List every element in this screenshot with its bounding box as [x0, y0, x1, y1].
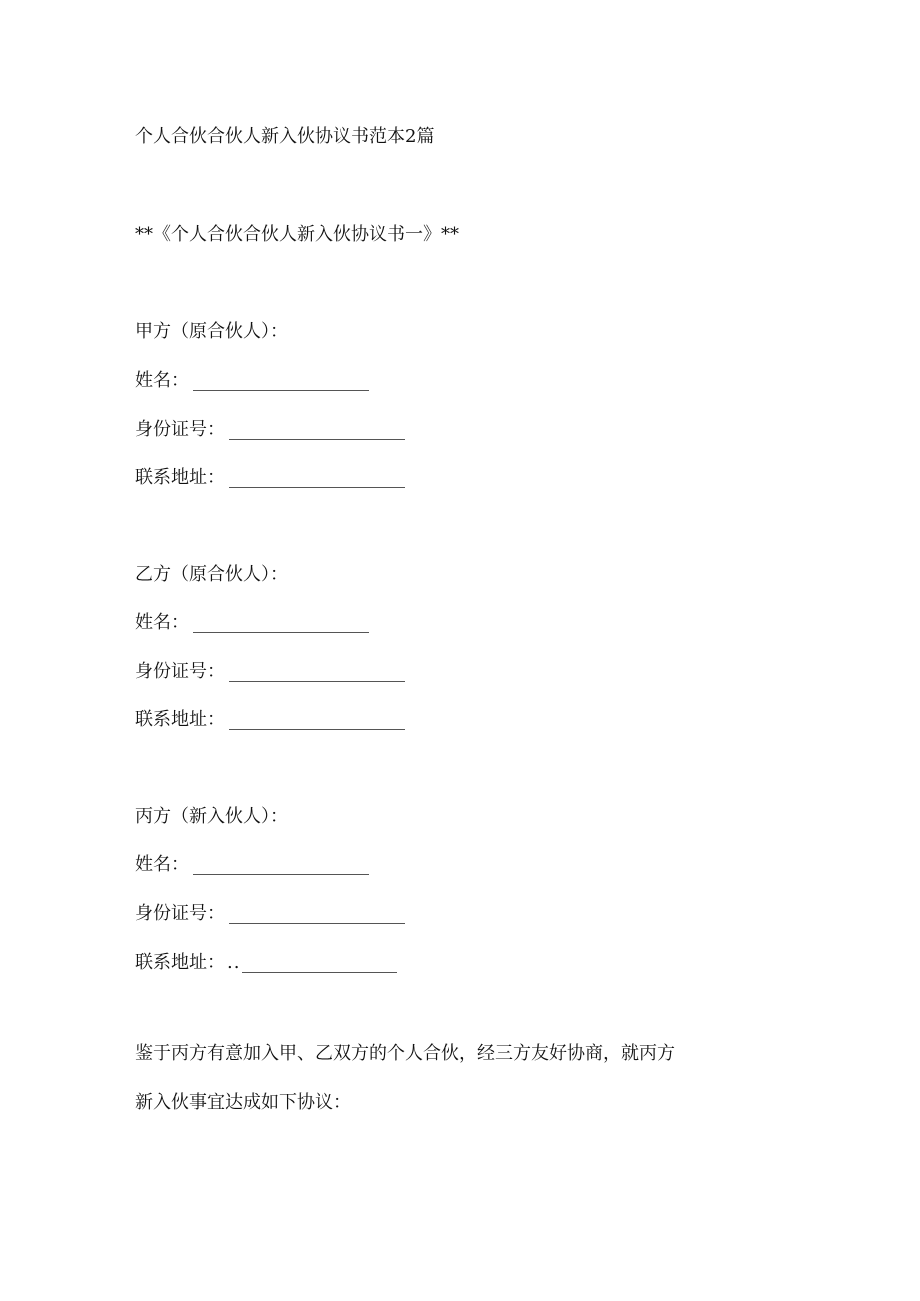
party-c-address-row	[135, 951, 397, 975]
party-b-name-label: 姓名：	[135, 612, 189, 633]
party-a-heading: 甲方（原合伙人）：	[135, 321, 288, 342]
body-line-2: 新入伙事宜达成如下协议：	[135, 1092, 351, 1113]
party-a-address-field[interactable]	[229, 469, 405, 488]
party-c-name-row	[135, 853, 369, 877]
agreement-subtitle: **《个人合伙合伙人新入伙协议书一》**	[135, 224, 459, 245]
party-a-id-row	[135, 418, 405, 442]
party-b-id-field[interactable]	[229, 663, 405, 682]
party-c-name-label: 姓名：	[135, 854, 189, 875]
party-a-name-row	[135, 369, 369, 393]
party-c-address-prefix: ..	[227, 952, 241, 973]
party-c-name-field[interactable]	[193, 856, 369, 875]
party-a-name-label: 姓名：	[135, 370, 189, 391]
party-c-heading: 丙方（新入伙人）：	[135, 806, 288, 827]
party-b-address-field[interactable]	[229, 711, 405, 730]
party-a-address-label: 联系地址：	[135, 467, 225, 488]
party-b-name-field[interactable]	[193, 614, 369, 633]
party-b-id-label: 身份证号：	[135, 661, 225, 682]
party-a-name-field[interactable]	[193, 372, 369, 391]
document-title: 个人合伙合伙人新入伙协议书范本2篇	[135, 126, 435, 147]
party-c-id-field[interactable]	[229, 905, 405, 924]
party-b-id-row	[135, 660, 405, 684]
party-c-address-label: 联系地址：	[135, 952, 225, 973]
party-b-address-label: 联系地址：	[135, 709, 225, 730]
party-b-heading: 乙方（原合伙人）：	[135, 564, 288, 585]
party-b-address-row	[135, 708, 405, 732]
party-c-id-row	[135, 902, 405, 926]
party-a-id-field[interactable]	[229, 421, 405, 440]
party-a-address-row	[135, 466, 405, 490]
party-c-address-field[interactable]	[242, 954, 397, 973]
party-c-id-label: 身份证号：	[135, 903, 225, 924]
party-b-name-row	[135, 611, 369, 635]
party-a-id-label: 身份证号：	[135, 419, 225, 440]
body-line-1: 鉴于丙方有意加入甲、乙双方的个人合伙，经三方友好协商，就丙方	[135, 1043, 675, 1064]
